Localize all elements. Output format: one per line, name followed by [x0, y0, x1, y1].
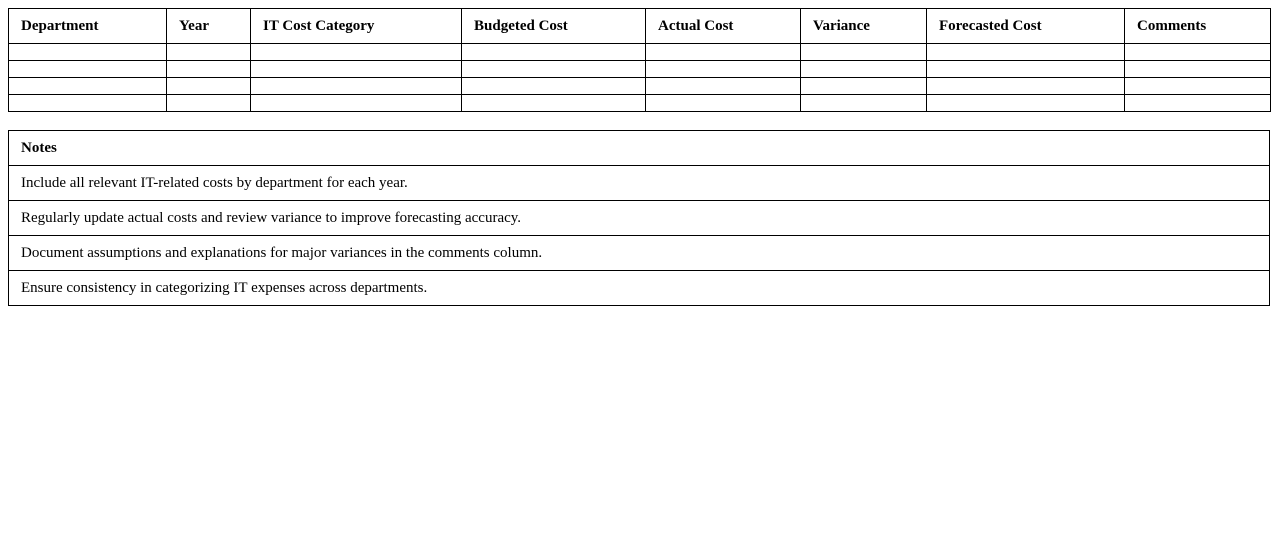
header-variance: Variance	[801, 9, 927, 44]
notes-row	[9, 271, 1270, 306]
table-cell[interactable]	[927, 78, 1125, 95]
header-it-cost-category: IT Cost Category	[251, 9, 462, 44]
header-actual-cost: Actual Cost	[646, 9, 801, 44]
table-row	[9, 78, 1271, 95]
notes-table	[8, 130, 1270, 306]
table-cell[interactable]	[167, 44, 251, 61]
table-cell[interactable]	[1125, 78, 1271, 95]
header-forecasted-cost: Forecasted Cost	[927, 9, 1125, 44]
note-item: Regularly update actual costs and review variance to improve forecasting accuracy.	[9, 201, 1270, 236]
table-cell[interactable]	[927, 95, 1125, 112]
header-year: Year	[167, 9, 251, 44]
header-comments: Comments	[1125, 9, 1271, 44]
table-cell[interactable]	[927, 44, 1125, 61]
table-cell[interactable]	[9, 95, 167, 112]
table-cell[interactable]	[251, 44, 462, 61]
table-row	[9, 95, 1271, 112]
notes-row	[9, 166, 1270, 201]
table-cell[interactable]	[251, 78, 462, 95]
table-cell[interactable]	[646, 95, 801, 112]
table-cell[interactable]	[9, 61, 167, 78]
table-cell[interactable]	[462, 61, 646, 78]
table-cell[interactable]	[462, 44, 646, 61]
table-cell[interactable]	[1125, 61, 1271, 78]
table-header-row	[9, 9, 1271, 44]
table-cell[interactable]	[9, 44, 167, 61]
table-cell[interactable]	[167, 61, 251, 78]
table-cell[interactable]	[927, 61, 1125, 78]
table-cell[interactable]	[167, 78, 251, 95]
note-item: Ensure consistency in categorizing IT expenses across departments.	[9, 271, 1270, 306]
table-cell[interactable]	[646, 44, 801, 61]
table-cell[interactable]	[646, 61, 801, 78]
notes-row	[9, 201, 1270, 236]
header-budgeted-cost: Budgeted Cost	[462, 9, 646, 44]
it-cost-table	[8, 8, 1271, 112]
table-cell[interactable]	[251, 61, 462, 78]
header-department: Department	[9, 9, 167, 44]
table-cell[interactable]	[801, 44, 927, 61]
table-cell[interactable]	[462, 78, 646, 95]
notes-header-row	[9, 131, 1270, 166]
notes-title: Notes	[9, 131, 1270, 166]
table-cell[interactable]	[801, 78, 927, 95]
table-cell[interactable]	[801, 61, 927, 78]
table-cell[interactable]	[462, 95, 646, 112]
table-cell[interactable]	[801, 95, 927, 112]
table-row	[9, 44, 1271, 61]
table-cell[interactable]	[9, 78, 167, 95]
table-row	[9, 61, 1271, 78]
table-cell[interactable]	[251, 95, 462, 112]
table-cell[interactable]	[167, 95, 251, 112]
table-cell[interactable]	[646, 78, 801, 95]
table-cell[interactable]	[1125, 95, 1271, 112]
notes-row	[9, 236, 1270, 271]
table-cell[interactable]	[1125, 44, 1271, 61]
note-item: Document assumptions and explanations for major variances in the comments column.	[9, 236, 1270, 271]
note-item: Include all relevant IT-related costs by department for each year.	[9, 166, 1270, 201]
